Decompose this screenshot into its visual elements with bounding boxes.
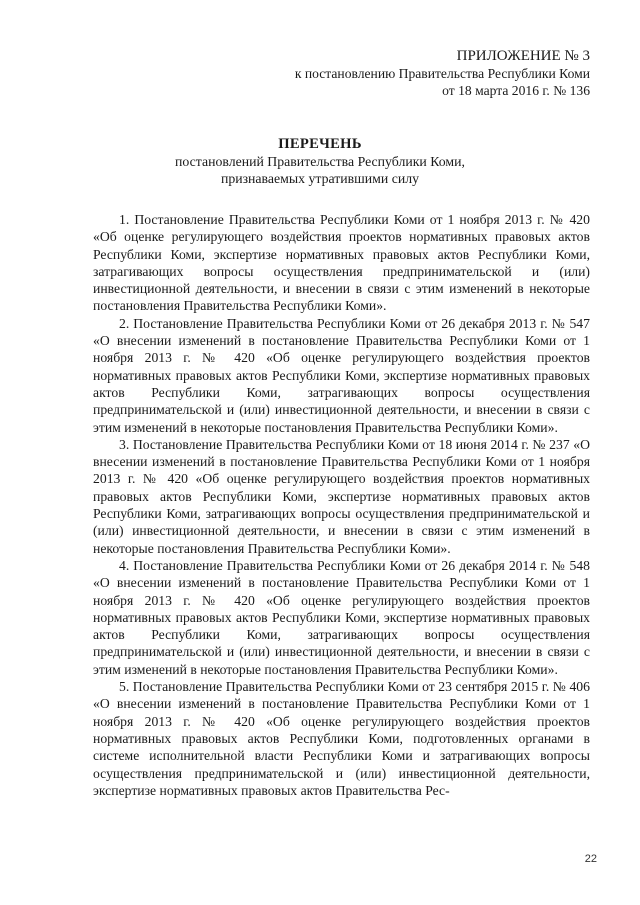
page-number: 22 [584, 853, 597, 865]
list-item: 4. Постановление Правительства Республики Коми от 26 декабря 2014 г. № 548 «О внесении изменений в постановление Правительства Республики Коми от 1 ноября 2013 г. № 420 «Об оценке регулирующего воздействия проектов нормативных правовых актов Республики Коми, экспертизе нормативных правовых актов Республики Коми, затрагивающих вопросы осуществления предпринимательской и (или) инвестиционной деятельности, и внесении в связи с этим изменений в некоторые постановления Правительства Республики Коми». [93, 557, 590, 677]
list-item: 1. Постановление Правительства Республики Коми от 1 ноября 2013 г. № 420 «Об оценке регулирующего воздействия проектов нормативных правовых актов Республики Коми, экспертизе нормативных правовых актов Республики Коми, затрагивающих вопросы осуществления предпринимательской и (или) инвестиционной деятельности, и внесении в связи с этим изменений в некоторые постановления Правительства Республики Коми». [93, 212, 590, 314]
document-body [93, 211, 590, 799]
list-item: 2. Постановление Правительства Республики Коми от 26 декабря 2013 г. № 547 «О внесении изменений в постановление Правительства Республики Коми от 1 ноября 2013 г. № 420 «Об оценке регулирующего воздействия проектов нормативных правовых актов Республики Коми, экспертизе нормативных правовых актов Республики Коми, затрагивающих вопросы осуществления предпринимательской и (или) инвестиционной деятельности, и внесении в связи с этим изменений в некоторые постановления Правительства Республики Коми». [93, 315, 590, 435]
document-heading [0, 136, 640, 187]
appendix-title: ПРИЛОЖЕНИЕ № 3 [456, 48, 590, 64]
list-item: 3. Постановление Правительства Республики Коми от 18 июня 2014 г. № 237 «О внесении изменений в постановление Правительства Республики Коми от 1 ноября 2013 г. № 420 «Об оценке регулирующего воздействия проектов нормативных правовых актов Республики Коми, экспертизе нормативных правовых актов Республики Коми, затрагивающих вопросы осуществления предпринимательской и (или) инвестиционной деятельности, и внесении в связи с этим изменений в некоторые постановления Правительства Республики Коми». [93, 436, 590, 556]
document-title: ПЕРЕЧЕНЬ [278, 136, 362, 152]
document-subtitle-line-1: постановлений Правительства Республики Коми, [175, 154, 465, 169]
appendix-date: от 18 марта 2016 г. № 136 [442, 83, 590, 98]
appendix-header [295, 48, 590, 99]
appendix-reference: к постановлению Правительства Республики Коми [294, 66, 590, 81]
document-subtitle-line-2: признаваемых утратившими силу [220, 171, 420, 186]
list-item: 5. Постановление Правительства Республики Коми от 23 сентября 2015 г. № 406 «О внесении изменений в постановление Правительства Республики Коми от 1 ноября 2013 г. № 420 «Об оценке регулирующего воздействия проектов нормативных правовых актов Республики Коми, подготовленных органами в системе исполнительной власти Республики Коми и затрагивающих вопросы осуществления предпринимательской и (или) инвестиционной деятельности, экспертизе нормативных правовых актов Правительства Рес- [93, 679, 590, 798]
